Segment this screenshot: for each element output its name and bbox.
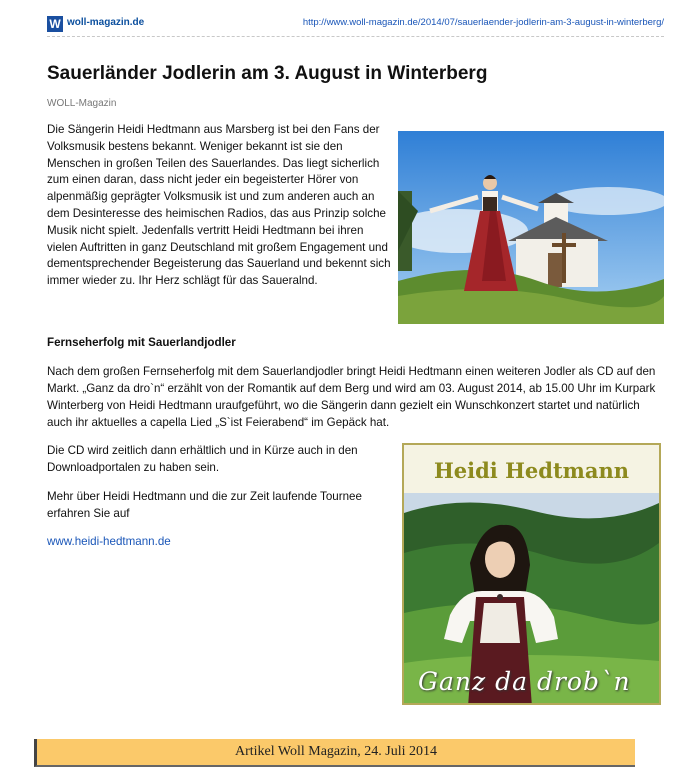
artist-website-link[interactable]: www.heidi-hedtmann.de xyxy=(47,535,171,548)
cd-cover-artist: Heidi Hedtmann xyxy=(433,458,630,483)
article-url[interactable]: http://www.woll-magazin.de/2014/07/sauerlaender-jodlerin-am-3-august-in-winterberg/ xyxy=(302,17,664,28)
site-logo-icon[interactable]: W xyxy=(47,16,63,32)
footer-caption-bar xyxy=(34,739,635,767)
article-source: WOLL-Magazin xyxy=(47,98,117,109)
cd-cover-album-title: Ganz da drob`n xyxy=(418,667,631,696)
article-paragraph-1: Die Sängerin Heidi Hedtmann aus Marsberg ist bei den Fans der Volksmusik bestens bekannt. Weniger bekannt ist sie den Menschen in großen Teilen des Sauerlandes. Das liegt sicherlich zum einen daran, dass nicht jeder ein begeisterter Hörer von alpenmäßig geprägter Volksmusik ist und zum anderen auch an dem Desinteresse des heimischen Radios, das aus Prinzip solche Musik nicht spielt. Jedenfalls vertritt Heidi Hedtmann bei ihren vielen Auftritten in ganz Deutschland mit großem Engagement und dementsprechender Begeisterung das Sauerland und bekennt sich immer wieder zu. Ihr Herz schlägt für das Saueralnd. xyxy=(47,123,391,288)
singer-chapel-illustration xyxy=(398,131,664,324)
singer-chapel-photo xyxy=(398,131,664,324)
article-paragraph-3: Die CD wird zeitlich dann erhältlich und in Kürze auch in den Downloadportalen zu haben sein. xyxy=(47,444,358,474)
site-header xyxy=(47,14,664,36)
footer-caption: Artikel Woll Magazin, 24. Juli 2014 xyxy=(235,744,437,759)
cd-cover-image xyxy=(402,443,661,705)
section-subheading: Fernseherfolg mit Sauerlandjodler xyxy=(47,336,236,349)
header-divider xyxy=(47,36,664,37)
article-paragraph-2: Nach dem großen Fernseherfolg mit dem Sauerlandjodler bringt Heidi Hedtmann einen weiteren Jodler als CD auf den Markt. „Ganz da dro`n“ erzählt von der Romantik auf dem Berg und wird am 03. August 2014, ab 15.00 Uhr im Kurpark Winterberg von Heidi Hedtmann uraufgeführt, wo die Sängerin dann gezielt ein Wunschkonzert startet und natürlich auch ihr aktuelles a capella Lied „S`ist Feierabend“ im Gepäck hat. xyxy=(47,365,656,429)
article-title: Sauerländer Jodlerin am 3. August in Winterberg xyxy=(47,63,488,84)
article-paragraph-4: Mehr über Heidi Hedtmann und die zur Zeit laufende Tournee erfahren Sie auf xyxy=(47,490,362,520)
site-name[interactable]: woll-magazin.de xyxy=(67,17,145,28)
